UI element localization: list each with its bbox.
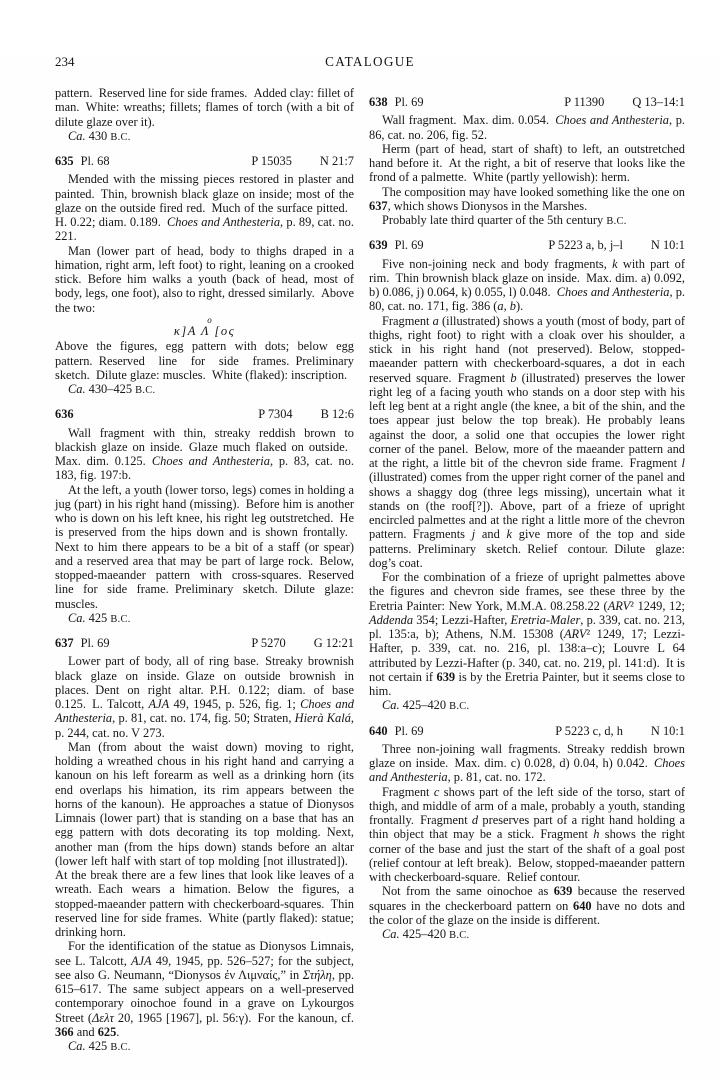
paragraph: The composition may have looked something like the one on 637, which shows Dionysos in the Marshes. <box>369 184 685 213</box>
entry-inventory: P 7304 <box>258 407 293 422</box>
inscription-text: κ]Α Λ [ος <box>173 323 236 338</box>
entry-inventory: P 5270 <box>251 636 286 650</box>
entry-number: 637 <box>55 636 74 650</box>
catalogue-page <box>0 54 719 1078</box>
entry-plate: Pl. 69 <box>80 636 110 650</box>
entry-number: 636 <box>55 407 74 422</box>
running-title: CATALOGUE <box>325 54 415 69</box>
paragraph: Above the figures, egg pattern with dots; below egg pattern. Reserved line for side frames. Preliminary sketch. Dilute glaze: muscles. White (flaked): inscription. <box>55 339 354 382</box>
paragraph: At the left, a youth (lower torso, legs) comes in holding a jug (part) in his right hand (missing). Before him is another who is down on his left knee, his right leg outstretched. He is preserved from the hips down and is shown frontally. Next to him there appears to be a bit of a staff (or spear) and a reserved area that may be part of large rock. Below, stopped-maeander pattern with cross-squares. Reserved line for side frame. Preliminary sketch. Dilute glaze: muscles. <box>55 482 354 611</box>
date-line: Ca. 425–420 B.C. <box>382 927 470 941</box>
entry-plate: Pl. 68 <box>80 154 110 168</box>
date-line: Ca. 430–425 B.C. <box>68 382 156 396</box>
date-line: Ca. 425 B.C. <box>68 1039 131 1053</box>
paragraph: Wall fragment with thin, streaky reddish brown to blackish glaze on inside. Glaze much flaked on outside. Max. dim. 0.125. Choes and Anthesteria, p. 83, cat. no. 183, fig. 197:b. <box>55 425 354 483</box>
entry-number: 638 <box>369 95 388 109</box>
page-number: 234 <box>55 54 75 69</box>
entry-plate: Pl. 69 <box>394 238 424 253</box>
paragraph: Five non-joining neck and body fragments, k with part of rim. Thin brownish black glaze on inside. Max. dim. a) 0.092, b) 0.086, j) 0.064, k) 0.055, l) 0.048. Choes and Anthesteria, p. 80, cat. no. 171, fig. 386 (a, b). <box>369 256 685 314</box>
paragraph: Lower part of body, all of ring base. Streaky brownish black glaze on inside. Glaze on outside brownish in places. Dent on right altar. P.H. 0.122; diam. of base 0.125. L. Talcott, AJA 49, 1945, p. 526, fig. 1; Choes and Anthesteria, p. 81, cat. no. 174, fig. 50; Straten, Hierà Kalá, p. 244, cat. no. V 273. <box>55 654 355 740</box>
entry-grid: Q 13–14:1 <box>632 95 685 109</box>
date-line: Ca. 430 B.C. <box>68 128 131 143</box>
entry-header-639 <box>369 238 685 252</box>
paragraph: Herm (part of head, start of shaft) to left, an outstretched hand before it. At the right, a bit of reserve that looks like the frond of a palmette. White (partly yellowish): herm. <box>369 141 685 185</box>
entry-grid: N 21:7 <box>319 154 354 168</box>
paragraph: Man (lower part of head, body to thighs draped in a himation, right arm, left foot) to right, leaning on a crooked stick. Before him walks a youth (back of head, most of body, legs, one foot), also to right, dressed similarly. Above the two: <box>55 243 354 315</box>
entry-header-637 <box>55 636 354 650</box>
entry-grid: G 12:21 <box>313 636 354 650</box>
date-line: Ca. 425 B.C. <box>68 610 131 625</box>
entry-header-636 <box>55 407 354 421</box>
paragraph: Fragment c shows part of the left side of the torso, start of thigh, and middle of arm of a male, probably a youth, standing frontally. Fragment d preserves part of a right hand holding a thin object that may be a stick. Fragment h shows the right corner of the base and just the start of the shaft of a goal post (relief contour at left break). Below, stopped-maeander pattern with checkerboard-square. Relief contour. <box>369 784 685 884</box>
entry-grid: N 10:1 <box>650 723 685 738</box>
painted-inscription <box>55 316 354 339</box>
entry-inventory: P 11390 <box>564 95 605 109</box>
entry-header-638 <box>369 95 685 109</box>
page-header <box>55 54 685 71</box>
entry-plate: Pl. 69 <box>394 723 424 738</box>
paragraph: For the identification of the statue as Dionysos Limnais, see L. Talcott, AJA 49, 1945, pp. 526–527; for the subject, see also G. Neumann, “Dionysos ἐν Λιμναίς,” in Στήλη, pp. 615–617. The same subject appears on a well-preserved contemporary oinochoe found in a grave on Lykourgos Street (Δελτ 20, 1965 [1967], pl. 56:γ). For the kanoun, cf. 366 and 625. <box>55 939 355 1039</box>
paragraph: pattern. Reserved line for side frames. Added clay: fillet of man. White: wreaths; fillets; flames of torch (with a bit of dilute glaze over it). <box>55 86 354 129</box>
entry-plate: Pl. 69 <box>394 95 424 109</box>
entry-grid: N 10:1 <box>650 238 685 253</box>
entry-header-635 <box>55 154 354 168</box>
entry-inventory: P 5223 a, b, j–l <box>548 238 623 253</box>
column-right <box>369 86 685 1055</box>
entry-header-640 <box>369 724 685 738</box>
entry-number: 640 <box>369 723 388 738</box>
column-left <box>55 86 354 1055</box>
entry-number: 635 <box>55 154 74 168</box>
entry-inventory: P 15035 <box>251 154 292 168</box>
paragraph: Mended with the missing pieces restored in plaster and painted. Thin, brownish black glaze on inside; most of the glaze on the outside fired red. Much of the surface pitted. H. 0.22; diam. 0.189. Choes and Anthesteria, p. 89, cat. no. 221. <box>55 172 354 244</box>
paragraph: Wall fragment. Max. dim. 0.054. Choes and Anthesteria, p. 86, cat. no. 206, fig. 52. <box>369 113 685 142</box>
paragraph: Man (from about the waist down) moving to right, holding a wreathed chous in his right hand and carrying a kanoun on his left forearm as well as a drinking horn (its end overlaps his himation, its rim appears between the horns of the kanoun). He approaches a statue of Dionysos Limnais (lower part) that is standing on a base that has an egg pattern with dots decorating its top molding. Next, another man (from the hips down) stands before an altar (lower left half with start of top molding [not illustrated]). At the break there are a few lines that look like leaves of a wreath. Each wears a himation. Below the figures, a stopped-maeander pattern with checkerboard-squares. Thin reserved line for side frames. White (partly flaked): statue; drinking horn. <box>55 739 354 939</box>
paragraph: Probably late third quarter of the 5th century B.C. <box>382 213 627 227</box>
text-columns <box>55 86 685 1055</box>
entry-number: 639 <box>369 238 388 253</box>
date-line: Ca. 425–420 B.C. <box>382 698 470 713</box>
paragraph: Not from the same oinochoe as 639 because the reserved squares in the checkerboard pattern on 640 have no dots and the color of the glaze on the inside is different. <box>369 884 686 927</box>
entry-grid: B 12:6 <box>320 407 354 422</box>
entry-inventory: P 5223 c, d, h <box>555 723 623 738</box>
paragraph: Fragment a (illustrated) shows a youth (most of body, part of thighs, right foot) to right with a cloak over his shoulder, a stick in his right hand (not preserved). Below, stopped-maeander pattern with checkerboard-squares, a dot in each reserved square. Fragment b (illustrated) preserves the lower right leg of a facing youth who stands on a door step with his left leg bent at a right angle (the knee, a bit of the shin, and the toes appear just below the top break). He probably leans against the door, a solid one that occupies the lower right corner of the panel. Below, more of the maeander pattern and at the right, a little bit of the chevron side frame. Fragment l (illustrated) comes from the upper right corner of the panel and shows a shaggy dog (three legs missing), uncertain what it stands on (the roof[?]). Above, part of a frieze of upright encircled palmettes and at the right a little more of the chevron pattern. Fragments j and k give more of the top and side patterns. Preliminary sketch. Relief contour. Dilute glaze: dog’s coat. <box>369 313 686 570</box>
inscription-superscript: ο <box>207 314 212 325</box>
paragraph: Three non-joining wall fragments. Streaky reddish brown glaze on inside. Max. dim. c) 0.028, d) 0.04, h) 0.042. Choes and Anthesteria, p. 81, cat. no. 172. <box>369 741 685 785</box>
paragraph: For the combination of a frieze of upright palmettes above the figures and chevron side frames, see these three by the Eretria Painter: New York, M.M.A. 08.258.22 (ARV² 1249, 12; Addenda 354; Lezzi-Hafter, Eretria-Maler, p. 339, cat. no. 213, pl. 135:a, b); Athens, N.M. 15308 (ARV² 1249, 17; Lezzi-Hafter, p. 339, cat. no. 216, pl. 138:a–c); Louvre L 64 attributed by Lezzi-Hafter (p. 340, cat. no. 219, pl. 141:d). It is not certain if 639 is by the Eretria Painter, but it seems close to him. <box>369 570 686 698</box>
